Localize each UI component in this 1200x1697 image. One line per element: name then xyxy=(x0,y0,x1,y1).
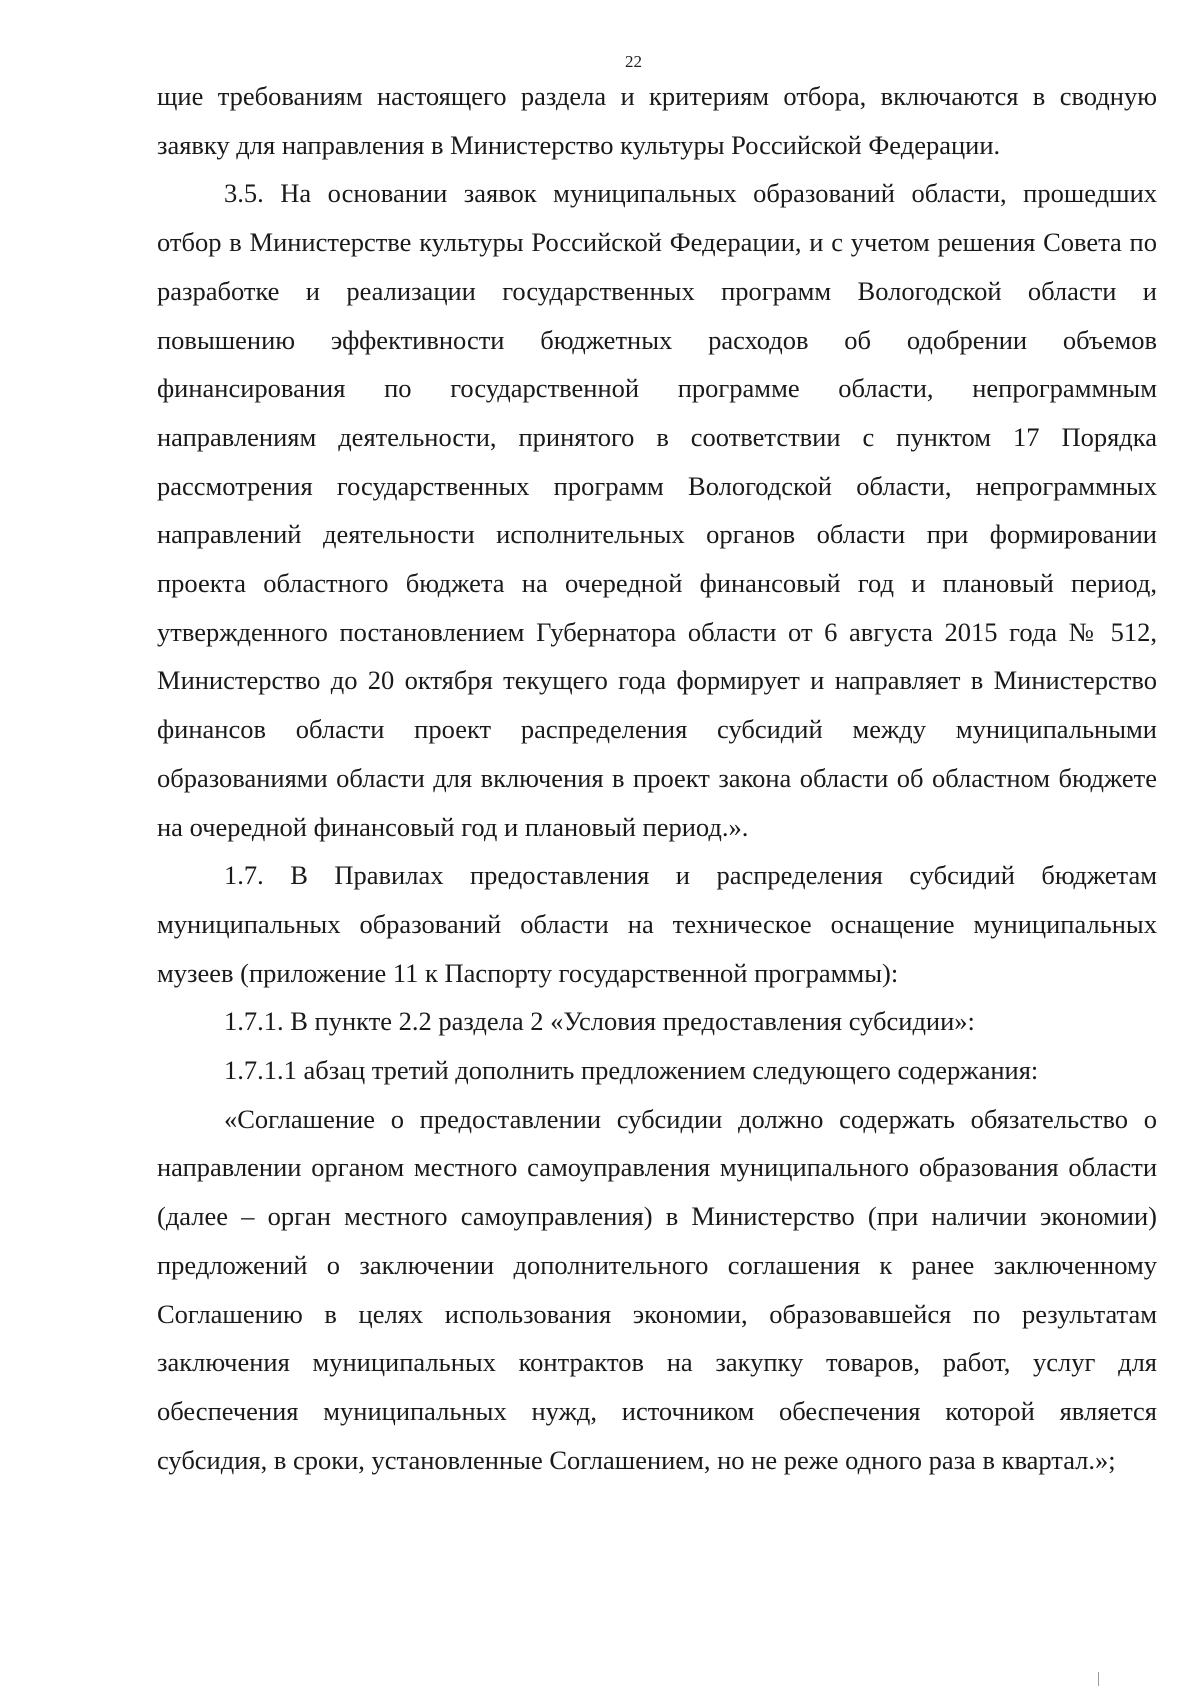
paragraph-3-5: 3.5. На основании заявок муниципальных образований области, прошедших отбор в Министерстве культуры Российской Федерации, и с учетом решения Совета по разработке и реализации государственных программ Вологодской области и повышению эффективности бюджетных расходов об одобрении объемов финансирования по государственной программе области, непрограммным направлениям деятельности, принятого в соответствии с пунктом 17 Порядка рассмотрения государственных программ Вологодской области, непрограммных направлений деятельности исполнительных органов области при формировании проекта областного бюджета на очередной финансовый год и плановый период, утвержденного постановлением Губернатора области от 6 августа 2015 года № 512, Министерство до 20 октября текущего года формирует и направляет в Министерство финансов области проект распределения субсидий между муниципальными образованиями области для включения в проект закона области об областном бюджете на очередной финансовый год и плановый период.». xyxy=(157,178,1157,842)
paragraph-continuation: щие требованиям настоящего раздела и критериям отбора, включаются в сводную заявку для направления в Министерство культуры Российской Федерации. xyxy=(157,81,1157,160)
document-body xyxy=(157,72,1157,1484)
paragraph-quote: «Соглашение о предоставлении субсидии должно содержать обязательство о направлении органом местного самоуправления муниципального образования области (далее – орган местного самоуправления) в Министерство (при наличии экономии) предложений о заключении дополнительного соглашения к ранее заключенному Соглашению в целях использования экономии, образовавшейся по результатам заключения муниципальных контрактов на закупку товаров, работ, услуг для обеспечения муниципальных нужд, источником обеспечения которой является субсидия, в сроки, установленные Соглашением, но не реже одного раза в квартал.»; xyxy=(157,1103,1157,1475)
scan-artifact-mark xyxy=(1098,1672,1099,1686)
paragraph-1-7-1: 1.7.1. В пункте 2.2 раздела 2 «Условия предоставления субсидии»: xyxy=(224,1006,975,1037)
paragraph-1-7-1-1: 1.7.1.1 абзац третий дополнить предложением следующего содержания: xyxy=(224,1055,1039,1086)
page-number: 22 xyxy=(625,52,642,71)
paragraph-1-7: 1.7. В Правилах предоставления и распределения субсидий бюджетам муниципальных образований области на техническое оснащение муниципальных музеев (приложение 11 к Паспорту государственной программы): xyxy=(157,860,1157,988)
